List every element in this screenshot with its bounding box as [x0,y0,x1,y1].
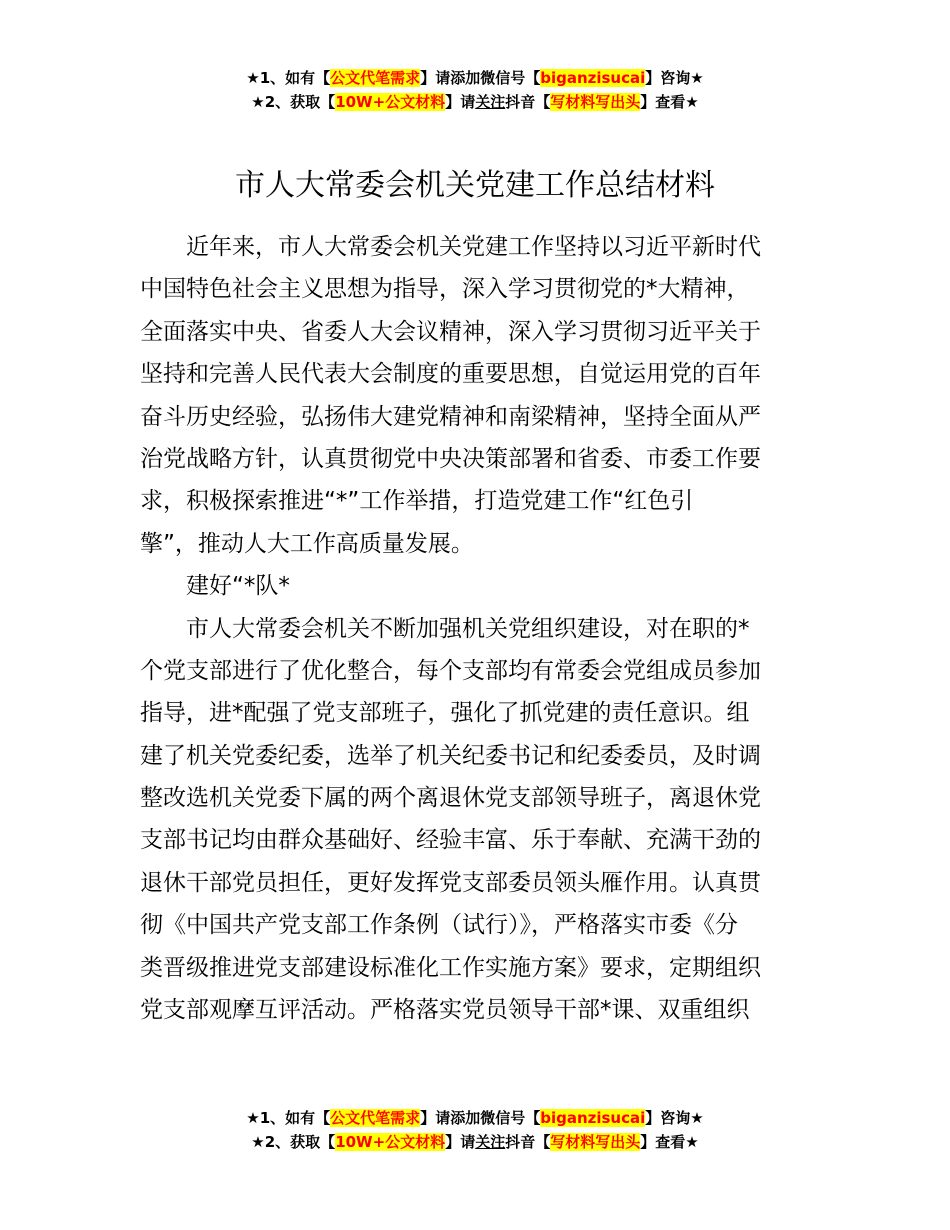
banner-text: 】查看★ [640,1133,699,1151]
text-line: 类晋级推进党支部建设标准化工作实施方案》要求，定期组织 [140,954,761,981]
banner-text: 】请添加微信号【 [420,1109,541,1127]
banner-text: 】咨询★ [645,1109,704,1127]
banner-highlight: biganzisucai [540,1109,646,1127]
footer-banner [0,1106,950,1154]
text-line: 整改选机关党委下属的两个离退休党支部领导班子，离退休党 [140,785,761,812]
banner-text: ★1、如有【 [246,69,331,87]
header-banner [0,66,950,114]
text-line: 个党支部进行了优化整合，每个支部均有常委会党组成员参加 [140,657,761,684]
banner-text: 抖音【 [505,1133,551,1151]
text-line: 求，积极探索推进“*”工作举措，打造党建工作“红色引 [140,488,694,515]
banner-highlight: 公文代笔需求 [330,1109,421,1127]
text-line: 彻《中国共产党支部工作条例（试行）》，严格落实市委《分 [140,912,738,939]
text-line: 坚持和完善人民代表大会制度的重要思想，自觉运用党的百年 [140,361,761,388]
banner-highlight: 10W+公文材料 [335,93,446,111]
banner-highlight: 公文代笔需求 [330,69,421,87]
text-line: 退休干部党员担任，更好发挥党支部委员领头雁作用。认真贯 [140,869,761,896]
banner-line-2 [0,90,950,114]
text-line: 治党战略方针，认真贯彻党中央决策部署和省委、市委工作要 [140,445,761,472]
text-line: 市人大常委会机关不断加强机关党组织建设，对在职的* [186,615,750,642]
paragraph-2 [140,608,812,1032]
banner-highlight: 写材料写出头 [550,93,641,111]
text-line: 奋斗历史经验，弘扬伟大建党精神和南梁精神，坚持全面从严 [140,403,761,430]
section-heading [140,565,812,607]
banner-text: 】查看★ [640,93,699,111]
banner-line-1 [0,1106,950,1130]
banner-text: ★2、获取【 [251,93,336,111]
text-line: 指导，进*配强了党支部班子，强化了抓党建的责任意识。组 [140,700,750,727]
banner-text: 】请添加微信号【 [420,69,541,87]
banner-underlined: 关注 [475,93,506,111]
banner-text: ★1、如有【 [246,1109,331,1127]
banner-text: 】请 [445,1133,476,1151]
banner-text: 】请 [445,93,476,111]
banner-line-1 [0,66,950,90]
document-title: 市人大常委会机关党建工作总结材料 [235,168,715,203]
banner-highlight: biganzisucai [540,69,646,87]
banner-text: 】咨询★ [645,69,704,87]
paragraph-1 [140,226,812,565]
text-line: 近年来，市人大常委会机关党建工作坚持以习近平新时代 [186,234,761,260]
text-line: 全面落实中央、省委人大会议精神，深入学习贯彻习近平关于 [140,318,761,345]
text-line: 支部书记均由群众基础好、经验丰富、乐于奉献、充满干劲的 [140,827,761,854]
text-line: 建了机关党委纪委，选举了机关纪委书记和纪委委员，及时调 [140,742,761,769]
text-line: 建好“*队* [186,573,290,600]
banner-line-2 [0,1130,950,1154]
banner-highlight: 写材料写出头 [550,1133,641,1151]
text-line: 擎”，推动人大工作高质量发展。 [140,530,474,557]
banner-text: ★2、获取【 [251,1133,336,1151]
banner-underlined: 关注 [475,1133,506,1151]
banner-highlight: 10W+公文材料 [335,1133,446,1151]
banner-text: 抖音【 [505,93,551,111]
text-line: 中国特色社会主义思想为指导，深入学习贯彻党的*大精神， [140,276,750,303]
document-body [140,226,812,1031]
text-line: 党支部观摩互评活动。严格落实党员领导干部*课、双重组织 [140,997,750,1024]
